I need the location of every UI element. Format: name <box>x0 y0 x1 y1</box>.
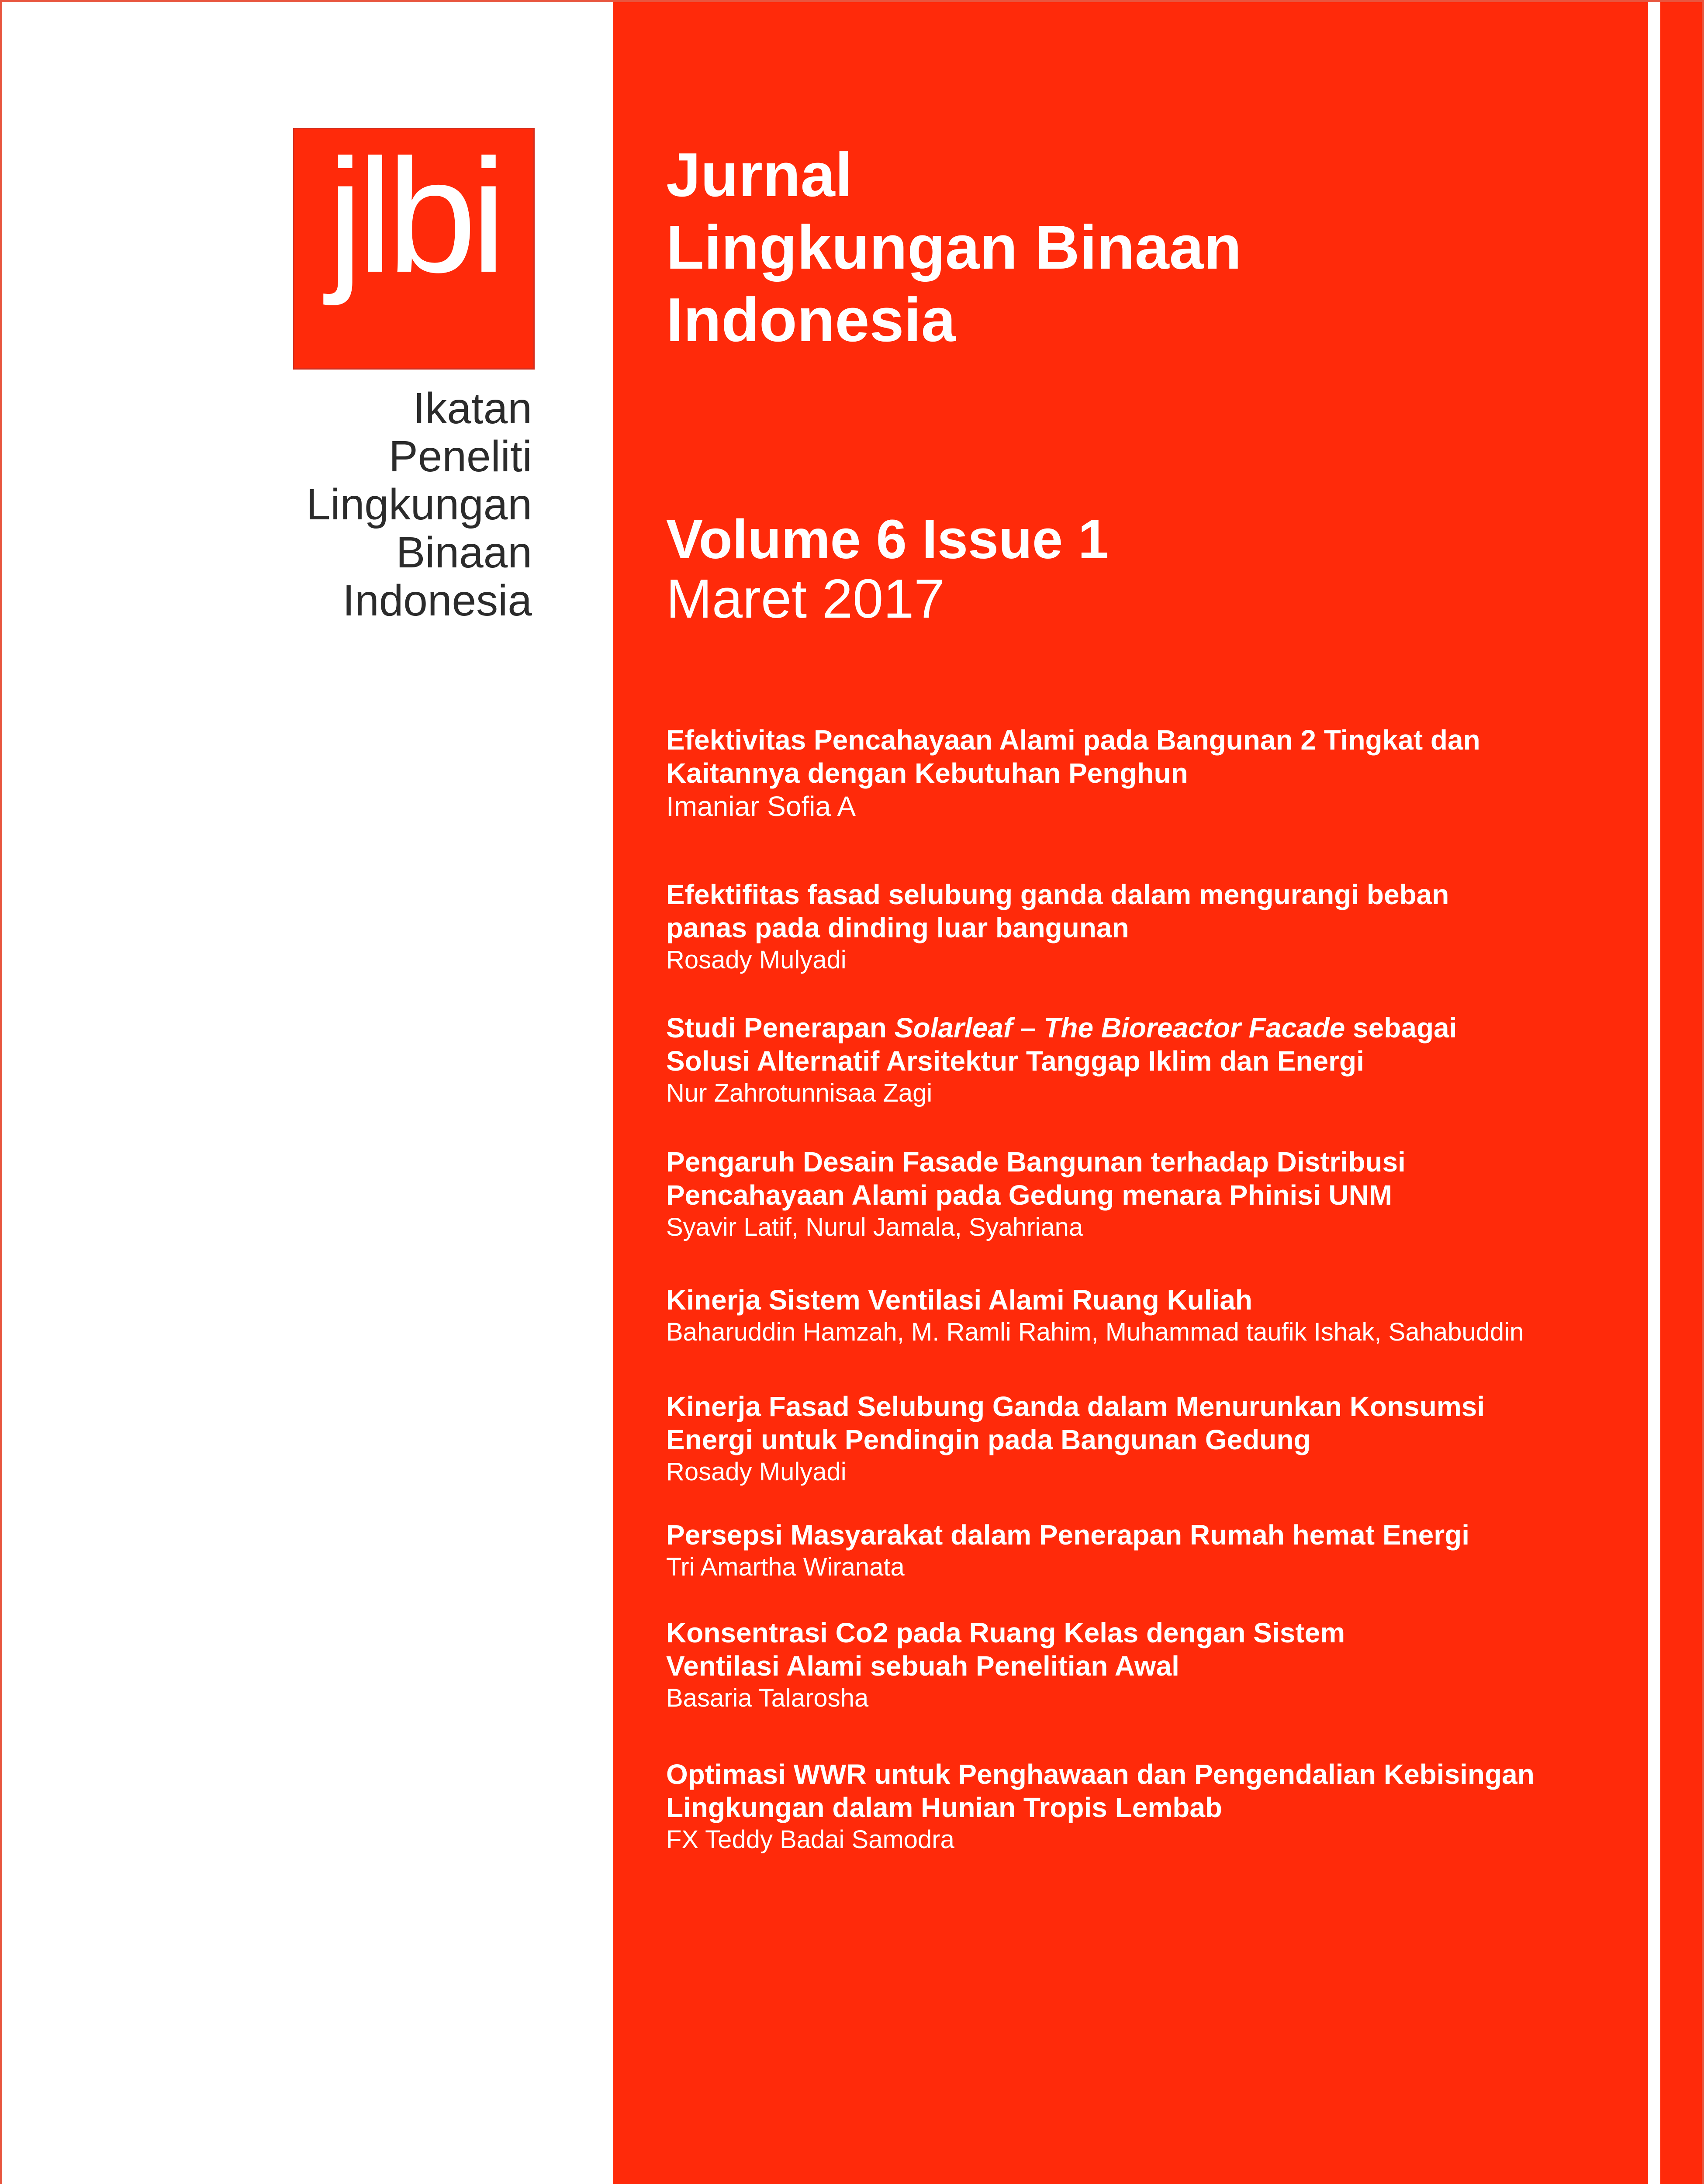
article-entry <box>666 878 1640 976</box>
logo-text: jlbi <box>327 128 501 306</box>
article-authors: Rosady Mulyadi <box>666 946 847 974</box>
article-authors: Nur Zahrotunnisaa Zagi <box>666 1079 933 1107</box>
red-edge-strip <box>1660 0 1704 2184</box>
article-title-italic: Solarleaf – The Bioreactor Facade <box>894 1012 1345 1044</box>
article-entry <box>666 1518 1640 1583</box>
article-title-line: Solusi Alternatif Arsitektur Tanggap Iklim dan Energi <box>666 1045 1364 1077</box>
article-title-text: Studi Penerapan <box>666 1012 895 1044</box>
article-title-line: Kinerja Sistem Ventilasi Alami Ruang Kuliah <box>666 1284 1252 1316</box>
article-title-line: Energi untuk Pendingin pada Bangunan Gedung <box>666 1424 1311 1455</box>
article-entry <box>666 723 1640 823</box>
article-authors: Tri Amartha Wiranata <box>666 1553 905 1581</box>
article-title-line: Pengaruh Desain Fasade Bangunan terhadap Distribusi <box>666 1146 1406 1178</box>
org-line: Peneliti <box>389 432 532 481</box>
article-title-line: panas pada dinding luar bangunan <box>666 912 1129 943</box>
article-entry <box>666 1616 1640 1714</box>
journal-title-line: Indonesia <box>666 285 956 355</box>
journal-title-line: Lingkungan Binaan <box>666 213 1242 282</box>
article-title-line: Persepsi Masyarakat dalam Penerapan Rumah hemat Energi <box>666 1519 1469 1551</box>
org-line: Indonesia <box>342 576 532 625</box>
issue-date: Maret 2017 <box>666 568 945 629</box>
journal-title <box>666 139 1627 356</box>
article-entry <box>666 1758 1640 1856</box>
article-title-line: Kinerja Fasad Selubung Ganda dalam Menurunkan Konsumsi <box>666 1391 1485 1422</box>
article-title-line: Efektifitas fasad selubung ganda dalam mengurangi beban <box>666 879 1449 910</box>
article-title-line: Optimasi WWR untuk Penghawaan dan Pengendalian Kebisingan <box>666 1759 1535 1790</box>
article-authors: Basaria Talarosha <box>666 1684 869 1712</box>
article-authors: Syavir Latif, Nurul Jamala, Syahriana <box>666 1213 1083 1241</box>
org-line: Binaan <box>396 528 532 577</box>
article-title-line: Ventilasi Alami sebuah Penelitian Awal <box>666 1650 1179 1682</box>
article-title-line: Kaitannya dengan Kebutuhan Penghun <box>666 757 1188 789</box>
article-title-line: Lingkungan dalam Hunian Tropis Lembab <box>666 1792 1222 1823</box>
article-entry <box>666 1011 1640 1109</box>
volume-issue: Volume 6 Issue 1 <box>666 508 1109 570</box>
article-authors: Imaniar Sofia A <box>666 791 856 822</box>
article-authors: FX Teddy Badai Samodra <box>666 1825 954 1854</box>
article-title-text: sebagai <box>1345 1012 1457 1044</box>
article-authors: Baharuddin Hamzah, M. Ramli Rahim, Muhammad taufik Ishak, Sahabuddin <box>666 1318 1524 1346</box>
article-entry <box>666 1283 1640 1348</box>
article-title-line: Konsentrasi Co2 pada Ruang Kelas dengan Sistem <box>666 1617 1345 1648</box>
article-entry <box>666 1390 1640 1488</box>
jlbi-logo <box>293 128 535 370</box>
org-line: Lingkungan <box>306 480 532 529</box>
article-authors: Rosady Mulyadi <box>666 1458 847 1486</box>
org-line: Ikatan <box>413 384 532 433</box>
organization-name <box>226 384 532 625</box>
article-title-line: Pencahayaan Alami pada Gedung menara Phinisi UNM <box>666 1179 1393 1211</box>
article-title-line <box>666 1011 1640 1044</box>
journal-title-line: Jurnal <box>666 140 853 210</box>
article-entry <box>666 1145 1640 1243</box>
article-title-line: Efektivitas Pencahayaan Alami pada Bangunan 2 Tingkat dan <box>666 724 1480 756</box>
